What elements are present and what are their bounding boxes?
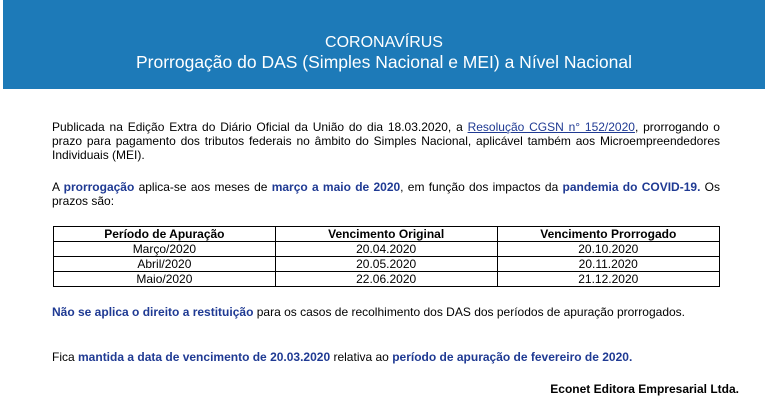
resolution-link[interactable]: Resolução CGSN n° 152/2020 [467,120,635,134]
original-due-cell: 20.05.2020 [275,257,497,272]
column-header-original-due: Vencimento Original [275,227,497,242]
period-cell: Abril/2020 [54,257,276,272]
period-cell: Maio/2020 [54,272,276,287]
column-header-period: Período de Apuração [54,227,276,242]
header-subtitle: Prorrogação do DAS (Simples Nacional e MEI) a Nível Nacional [135,52,633,72]
publication-text-end: , prorrogando o prazo para pagamento dos tributos federais no âmbito do Simples Nacional, aplicável também aos Microempreendedores Individuais (MEI). [52,120,720,162]
table-row [54,272,720,287]
maintained-date-paragraph [52,350,720,364]
table-row [54,242,720,257]
highlight-prorrogacao: prorrogação [63,180,135,194]
highlight-months: março a maio de 2020 [271,180,401,194]
footer-company: Econet Editora Empresarial Ltda. [550,382,739,396]
extended-due-cell: 20.10.2020 [497,242,719,257]
original-due-cell: 22.06.2020 [275,272,497,287]
header-banner [3,0,765,89]
publication-paragraph [52,120,720,162]
extension-text-3: , em função dos impactos da [400,180,563,194]
deadlines-table [53,226,720,287]
extended-due-cell: 20.11.2020 [497,257,719,272]
table-header-row [54,227,720,242]
publication-text-start: Publicada na Edição Extra do Diário Oficial da União do dia 18.03.2020, a [52,120,468,134]
header-title: CORONAVÍRUS [325,34,443,51]
highlight-no-restitution: Não se aplica o direito a restituição [52,305,254,319]
extension-text-4: Os prazos são: [52,180,721,208]
maintained-text-2: relativa ao [330,350,393,364]
column-header-extended-due: Vencimento Prorrogado [497,227,719,242]
extension-text-2: aplica-se aos meses de [134,180,272,194]
extended-due-cell: 21.12.2020 [497,272,719,287]
highlight-february-period: período de apuração de fevereiro de 2020. [392,350,633,364]
extension-paragraph [52,180,720,208]
extension-text-1: A [52,180,64,194]
period-cell: Março/2020 [54,242,276,257]
highlight-maintained-date: mantida a data de vencimento de 20.03.2020 [78,350,331,364]
highlight-pandemic: pandemia do COVID-19. [562,180,701,194]
maintained-text-1: Fica [52,350,79,364]
table-row [54,257,720,272]
original-due-cell: 20.04.2020 [275,242,497,257]
restitution-paragraph [52,305,720,319]
restitution-text: para os casos de recolhimento dos DAS dos períodos de apuração prorrogados. [253,305,685,319]
